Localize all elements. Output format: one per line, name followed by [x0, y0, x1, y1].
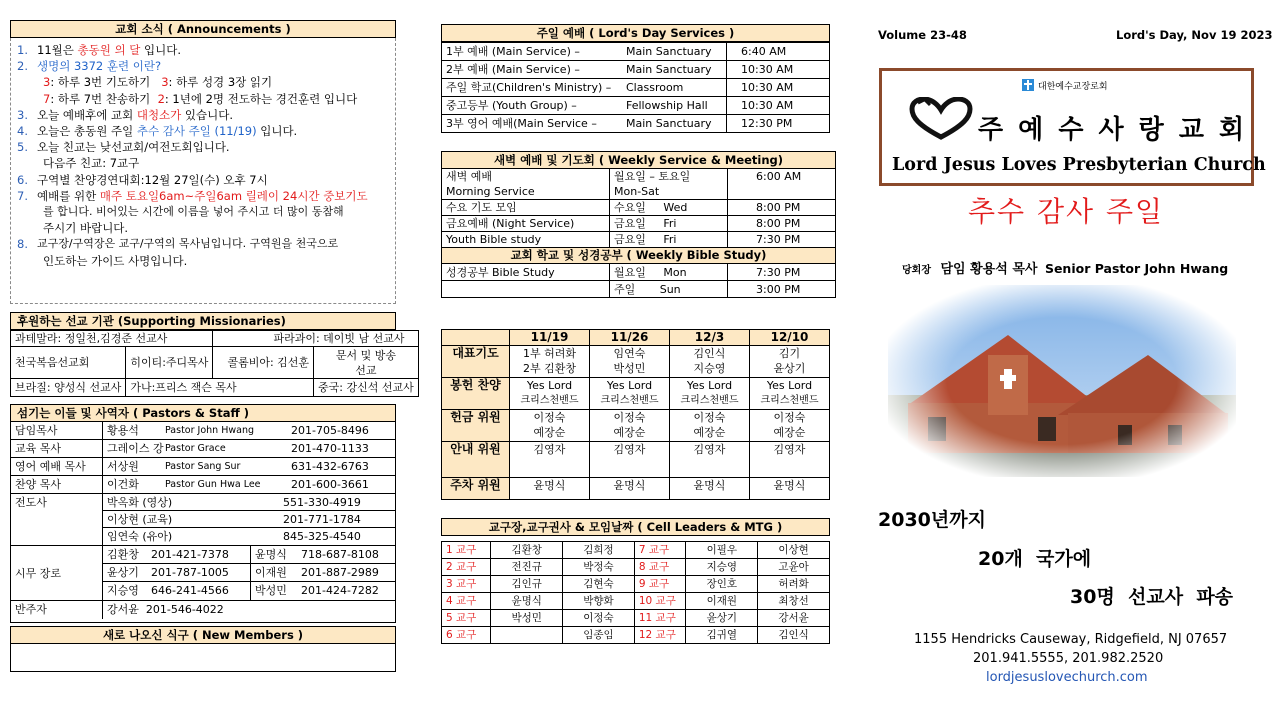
cell-deacon: 김현숙 [563, 576, 635, 593]
cell-leader-row [442, 542, 830, 559]
cell-deacon: 고윤아 [758, 559, 830, 576]
announcement-7-sub-b: 주시기 바랍니다. [43, 221, 129, 236]
service-time: 12:30 PM [727, 115, 830, 133]
elder-row [103, 582, 395, 600]
study-name [442, 281, 610, 298]
service-name: 3부 영어 예배(Main Service – Main Sanctuary [442, 115, 727, 133]
announcements-box [10, 38, 396, 304]
mission-cell: 히이티:주디목사 [126, 347, 213, 379]
staff-role: 시무 장로 [11, 546, 103, 600]
theme-title: 추수 감사 주일 [968, 195, 1165, 228]
duty-cell: 1부 허려화 2부 김환창 [510, 346, 590, 378]
staff-role: 영어 예배 목사 [11, 458, 103, 475]
duty-row [442, 442, 830, 478]
church-name: Lord Jesus Loves Presbyterian Church [892, 155, 1266, 175]
study-day: 월요일 Mon [610, 264, 728, 281]
duty-cell: 임연숙 박성민 [590, 346, 670, 378]
service-name: 주일 학교(Children's Ministry) – Classroom [442, 79, 727, 97]
cell-district: 6 교구 [442, 627, 491, 644]
announcement-8: 8. 교구장/구역장은 교구/구역의 목사님입니다. 구역원을 천국으로 [17, 237, 339, 252]
service-time: 10:30 AM [727, 61, 830, 79]
staff-row [11, 440, 395, 458]
elder-phone: 201-424-7282 [301, 584, 379, 597]
service-name: 중고등부 (Youth Group) – Fellowship Hall [442, 97, 727, 115]
weekly-day: 월요일 – 토요일 Mon-Sat [610, 169, 728, 200]
service-row [442, 43, 830, 61]
cell-district: 1 교구 [442, 542, 491, 559]
duty-cell: 김영자 [510, 442, 590, 478]
staff-name: 서상원 [107, 460, 139, 473]
mission-cell: 중국: 강신석 선교사 [314, 379, 419, 397]
staff-row [11, 476, 395, 494]
elder-name: 김환창 [107, 548, 139, 561]
duty-label: 안내 위원 [442, 442, 510, 478]
weekly-name: Youth Bible study [442, 232, 610, 248]
staff-name: 강서윤 201-546-4022 [107, 603, 224, 616]
service-name: 2부 예배 (Main Service) – Main Sanctuary [442, 61, 727, 79]
denomination-label: 대한예수교장로회 [1022, 79, 1108, 92]
duty-label: 주차 위원 [442, 478, 510, 500]
weekly-row [442, 169, 836, 200]
mission-cell: 가나:프리스 잭슨 목사 [126, 379, 314, 397]
staff-name: 황용석 [107, 424, 139, 437]
staff-name: 이건화 [107, 478, 139, 491]
weekly-row [442, 200, 836, 216]
staff-row [11, 422, 395, 440]
cell-leader: 전진규 [491, 559, 563, 576]
duty-cell: Yes Lord 크리스천밴드 [590, 378, 670, 410]
services-table [441, 42, 830, 133]
cell-leader: 이필우 [686, 542, 758, 559]
duty-date: 12/3 [670, 330, 750, 346]
duty-row [442, 478, 830, 500]
service-row [442, 79, 830, 97]
cell-leader-row [442, 610, 830, 627]
evangelist-row [103, 511, 395, 528]
duty-cell: 이정숙 예장순 [590, 410, 670, 442]
cell-leader: 이재원 [686, 593, 758, 610]
staff-name-en: Pastor Gun Hwa Lee [165, 479, 261, 490]
cell-deacon: 최창선 [758, 593, 830, 610]
cell-deacon: 김인식 [758, 627, 830, 644]
weekly-time: 6:00 AM [728, 169, 836, 200]
staff-role: 교육 목사 [11, 440, 103, 457]
announcement-2-sub-b: 7: 하루 7번 찬송하기 2: 1년에 2명 전도하는 경건훈련 입니다 [43, 91, 358, 106]
staff-role: 찬양 목사 [11, 476, 103, 493]
staff-phone: 201-705-8496 [291, 424, 369, 437]
duty-cell: 윤명식 [670, 478, 750, 500]
elder-row [103, 546, 395, 564]
bible-study-title: 교회 학교 및 성경공부 ( Weekly Bible Study) [442, 248, 836, 264]
cell-district: 3 교구 [442, 576, 491, 593]
duty-label: 헌금 위원 [442, 410, 510, 442]
cell-district: 8 교구 [634, 559, 686, 576]
elder-phone: 718-687-8108 [301, 548, 379, 561]
cell-leader-row [442, 559, 830, 576]
service-time: 10:30 AM [727, 79, 830, 97]
cell-district: 5 교구 [442, 610, 491, 627]
pastor-line: 당회장 담임 황용석 목사 Senior Pastor John Hwang [902, 261, 1229, 277]
evangelist-phone: 845-325-4540 [283, 530, 361, 543]
staff-name-en: Pastor John Hwang [165, 425, 254, 436]
weekly-time: 8:00 PM [728, 200, 836, 216]
evangelist-phone: 201-771-1784 [283, 513, 361, 526]
cell-leader: 윤명식 [491, 593, 563, 610]
evangelist-name: 박옥화 (영상) [107, 496, 173, 509]
cell-deacon: 이정숙 [563, 610, 635, 627]
missionaries-table [10, 330, 419, 397]
announcement-5-sub: 다음주 친교: 7교구 [43, 156, 140, 171]
announcement-5: 5. 오늘 친교는 낮선교회/여전도회입니다. [17, 140, 230, 155]
cell-district: 4 교구 [442, 593, 491, 610]
service-time: 6:40 AM [727, 43, 830, 61]
duty-cell: 윤명식 [590, 478, 670, 500]
staff-title: 섬기는 이들 및 사역자 ( Pastors & Staff ) [10, 404, 396, 422]
church-phones: 201.941.5555, 201.982.2520 [973, 651, 1164, 666]
duty-date: 12/10 [750, 330, 830, 346]
church-address: 1155 Hendricks Causeway, Ridgefield, NJ 07657 [914, 632, 1228, 647]
mission-cell: 과테말라: 정일천,김경준 선교사 [11, 331, 213, 347]
mission-cell: 콜롬비아: 김선훈 [213, 347, 314, 379]
announcements-list [11, 38, 395, 269]
cell-deacon: 김희정 [563, 542, 635, 559]
cells-title: 교구장,교구권사 & 모임날짜 ( Cell Leaders & MTG ) [441, 518, 830, 536]
service-time: 10:30 AM [727, 97, 830, 115]
logo-korean-text: 주 예 수 사 랑 교 회 [978, 115, 1248, 145]
duty-cell: 김기 윤상기 [750, 346, 830, 378]
staff-row [11, 601, 395, 619]
church-logo-banner [879, 68, 1266, 186]
staff-role: 반주자 [11, 601, 103, 619]
new-members-box [10, 644, 396, 672]
staff-name-en: Pastor Sang Sur [165, 461, 241, 472]
elder-phone: 201-887-2989 [301, 566, 379, 579]
weekly-name: 수요 기도 모임 [442, 200, 610, 216]
weekly-row [442, 216, 836, 232]
bible-study-row [442, 281, 836, 298]
duty-cell: 이정숙 예장순 [750, 410, 830, 442]
heart-logo-icon [908, 97, 974, 141]
cell-district: 10 교구 [634, 593, 686, 610]
announcement-1: 1. 11월은 총동원 의 달 입니다. [17, 43, 182, 57]
announcement-3: 3. 오늘 예배후에 교회 대청소가 있습니다. [17, 107, 234, 122]
duty-cell: 김영자 [750, 442, 830, 478]
elder-row [103, 564, 395, 582]
cells-table [441, 541, 830, 644]
elder-name: 박성민 [255, 584, 287, 597]
cell-deacon: 임종임 [563, 627, 635, 644]
cell-deacon: 이상현 [758, 542, 830, 559]
weekly-time: 8:00 PM [728, 216, 836, 232]
cell-deacon: 박정숙 [563, 559, 635, 576]
mission-cell: 천국복음선교회 [11, 347, 126, 379]
cell-district: 12 교구 [634, 627, 686, 644]
vision-line-1: 2030년까지 [878, 509, 986, 531]
cell-leader: 김귀열 [686, 627, 758, 644]
elder-name: 지승영 [107, 584, 139, 597]
cell-leader: 박성민 [491, 610, 563, 627]
cell-leader-row [442, 627, 830, 644]
weekly-day: 금요일 Fri [610, 232, 728, 248]
cell-district: 7 교구 [634, 542, 686, 559]
weekly-title: 새벽 예배 및 기도회 ( Weekly Service & Meeting) [441, 151, 836, 169]
evangelist-group [11, 494, 395, 546]
weekly-name: 금요예배 (Night Service) [442, 216, 610, 232]
cell-leader: 김환창 [491, 542, 563, 559]
services-title: 주일 예배 ( Lord's Day Services ) [441, 24, 830, 42]
cell-leader [491, 627, 563, 644]
duty-date: 11/26 [590, 330, 670, 346]
elder-phone: 646-241-4566 [151, 582, 251, 600]
cell-leader-row [442, 576, 830, 593]
vision-line-3: 30명 선교사 파송 [1070, 586, 1234, 608]
duty-cell: 윤명식 [750, 478, 830, 500]
date-label: Lord's Day, Nov 19 2023 [1116, 28, 1273, 42]
duty-cell: 이정숙 예장순 [670, 410, 750, 442]
study-time: 7:30 PM [728, 264, 836, 281]
duty-cell: Yes Lord 크리스천밴드 [670, 378, 750, 410]
announcement-7-sub-a: 를 합니다. 비어있는 시간에 이름을 넣어 주시고 더 많이 동참해 [43, 205, 344, 219]
bible-study-row [442, 264, 836, 281]
announcement-8-sub: 인도하는 가이드 사명입니다. [43, 253, 188, 268]
evangelist-name: 이상현 (교육) [107, 513, 173, 526]
staff-name: 그레이스 강 [107, 442, 164, 455]
duty-cell: 김인식 지승영 [670, 346, 750, 378]
study-day: 주일 Sun [610, 281, 728, 298]
duty-cell: 이정숙 예장순 [510, 410, 590, 442]
weekly-row [442, 232, 836, 248]
missionaries-title: 후원하는 선교 기관 (Supporting Missionaries) [10, 312, 396, 330]
cell-deacon: 박향화 [563, 593, 635, 610]
staff-row [11, 458, 395, 476]
cell-leader: 김인규 [491, 576, 563, 593]
study-time: 3:00 PM [728, 281, 836, 298]
elder-phone: 201-421-7378 [151, 546, 251, 563]
announcement-7: 7. 예배를 위한 매주 토요일6am~주일6am 릴레이 24시간 중보기도 [17, 188, 368, 203]
evangelist-name: 임연숙 (유아) [107, 530, 173, 543]
cross-icon [1022, 79, 1034, 91]
announcement-2: 2. 생명의 3372 훈련 이란? [17, 59, 162, 74]
announcement-2-sub-a: 3: 하루 3번 기도하기 3: 하루 성경 3장 읽기 [43, 75, 273, 90]
duty-label: 대표기도 [442, 346, 510, 378]
staff-phone: 201-470-1133 [291, 442, 369, 455]
duty-table [441, 329, 830, 500]
elder-phone: 201-787-1005 [151, 564, 251, 581]
weekly-day: 금요일 Fri [610, 216, 728, 232]
cell-deacon: 강서윤 [758, 610, 830, 627]
church-photo [888, 285, 1236, 477]
church-website[interactable]: lordjesuslovechurch.com [986, 670, 1148, 685]
duty-cell: Yes Lord 크리스천밴드 [510, 378, 590, 410]
duty-date: 11/19 [510, 330, 590, 346]
weekly-time: 7:30 PM [728, 232, 836, 248]
duty-row [442, 378, 830, 410]
staff-phone: 201-600-3661 [291, 478, 369, 491]
weekly-table [441, 168, 836, 298]
announcements-title: 교회 소식 ( Announcements ) [10, 20, 396, 38]
duty-cell: 윤명식 [510, 478, 590, 500]
cell-deacon: 허려화 [758, 576, 830, 593]
new-members-title: 새로 나오신 식구 ( New Members ) [10, 626, 396, 644]
elder-name: 이재원 [255, 566, 287, 579]
duty-corner [442, 330, 510, 346]
cell-leader: 지승영 [686, 559, 758, 576]
duty-header [442, 330, 830, 346]
duty-row [442, 410, 830, 442]
cell-leader-row [442, 593, 830, 610]
cell-leader: 장인호 [686, 576, 758, 593]
staff-role: 전도사 [11, 494, 103, 545]
study-name: 성경공부 Bible Study [442, 264, 610, 281]
staff-phone: 631-432-6763 [291, 460, 369, 473]
cell-district: 9 교구 [634, 576, 686, 593]
staff-name-en: Pastor Grace [165, 443, 226, 454]
cell-district: 2 교구 [442, 559, 491, 576]
vision-line-2: 20개 국가에 [978, 548, 1092, 570]
announcement-4: 4. 오늘은 총동원 주일 추수 감사 주일 (11/19) 입니다. [17, 124, 298, 139]
evangelist-phone: 551-330-4919 [283, 496, 361, 509]
cell-district: 11 교구 [634, 610, 686, 627]
duty-row [442, 346, 830, 378]
cell-leader: 윤상기 [686, 610, 758, 627]
duty-cell: 김영자 [670, 442, 750, 478]
service-name: 1부 예배 (Main Service) – Main Sanctuary [442, 43, 727, 61]
service-row [442, 97, 830, 115]
mission-cell: 파라과이: 데이빗 남 선교사 [213, 331, 418, 347]
duty-cell: 김영자 [590, 442, 670, 478]
duty-label: 봉헌 찬양 [442, 378, 510, 410]
evangelist-row [103, 494, 395, 511]
service-row [442, 61, 830, 79]
elder-name: 윤명식 [255, 548, 287, 561]
elder-group [11, 546, 395, 601]
mission-cell: 문서 및 방송 선교 [314, 347, 419, 379]
mission-cell: 브라질: 양성식 선교사 [11, 379, 126, 397]
staff-table [10, 421, 396, 623]
volume-label: Volume 23-48 [878, 28, 967, 42]
elder-name: 윤상기 [107, 566, 139, 579]
weekly-name: 새벽 예배 Morning Service [442, 169, 610, 200]
weekly-day: 수요일 Wed [610, 200, 728, 216]
service-row [442, 115, 830, 133]
staff-role: 담임목사 [11, 422, 103, 439]
evangelist-row [103, 528, 395, 545]
duty-cell: Yes Lord 크리스천밴드 [750, 378, 830, 410]
announcement-6: 6. 구역별 찬양경연대회:12월 27일(수) 오후 7시 [17, 172, 268, 187]
